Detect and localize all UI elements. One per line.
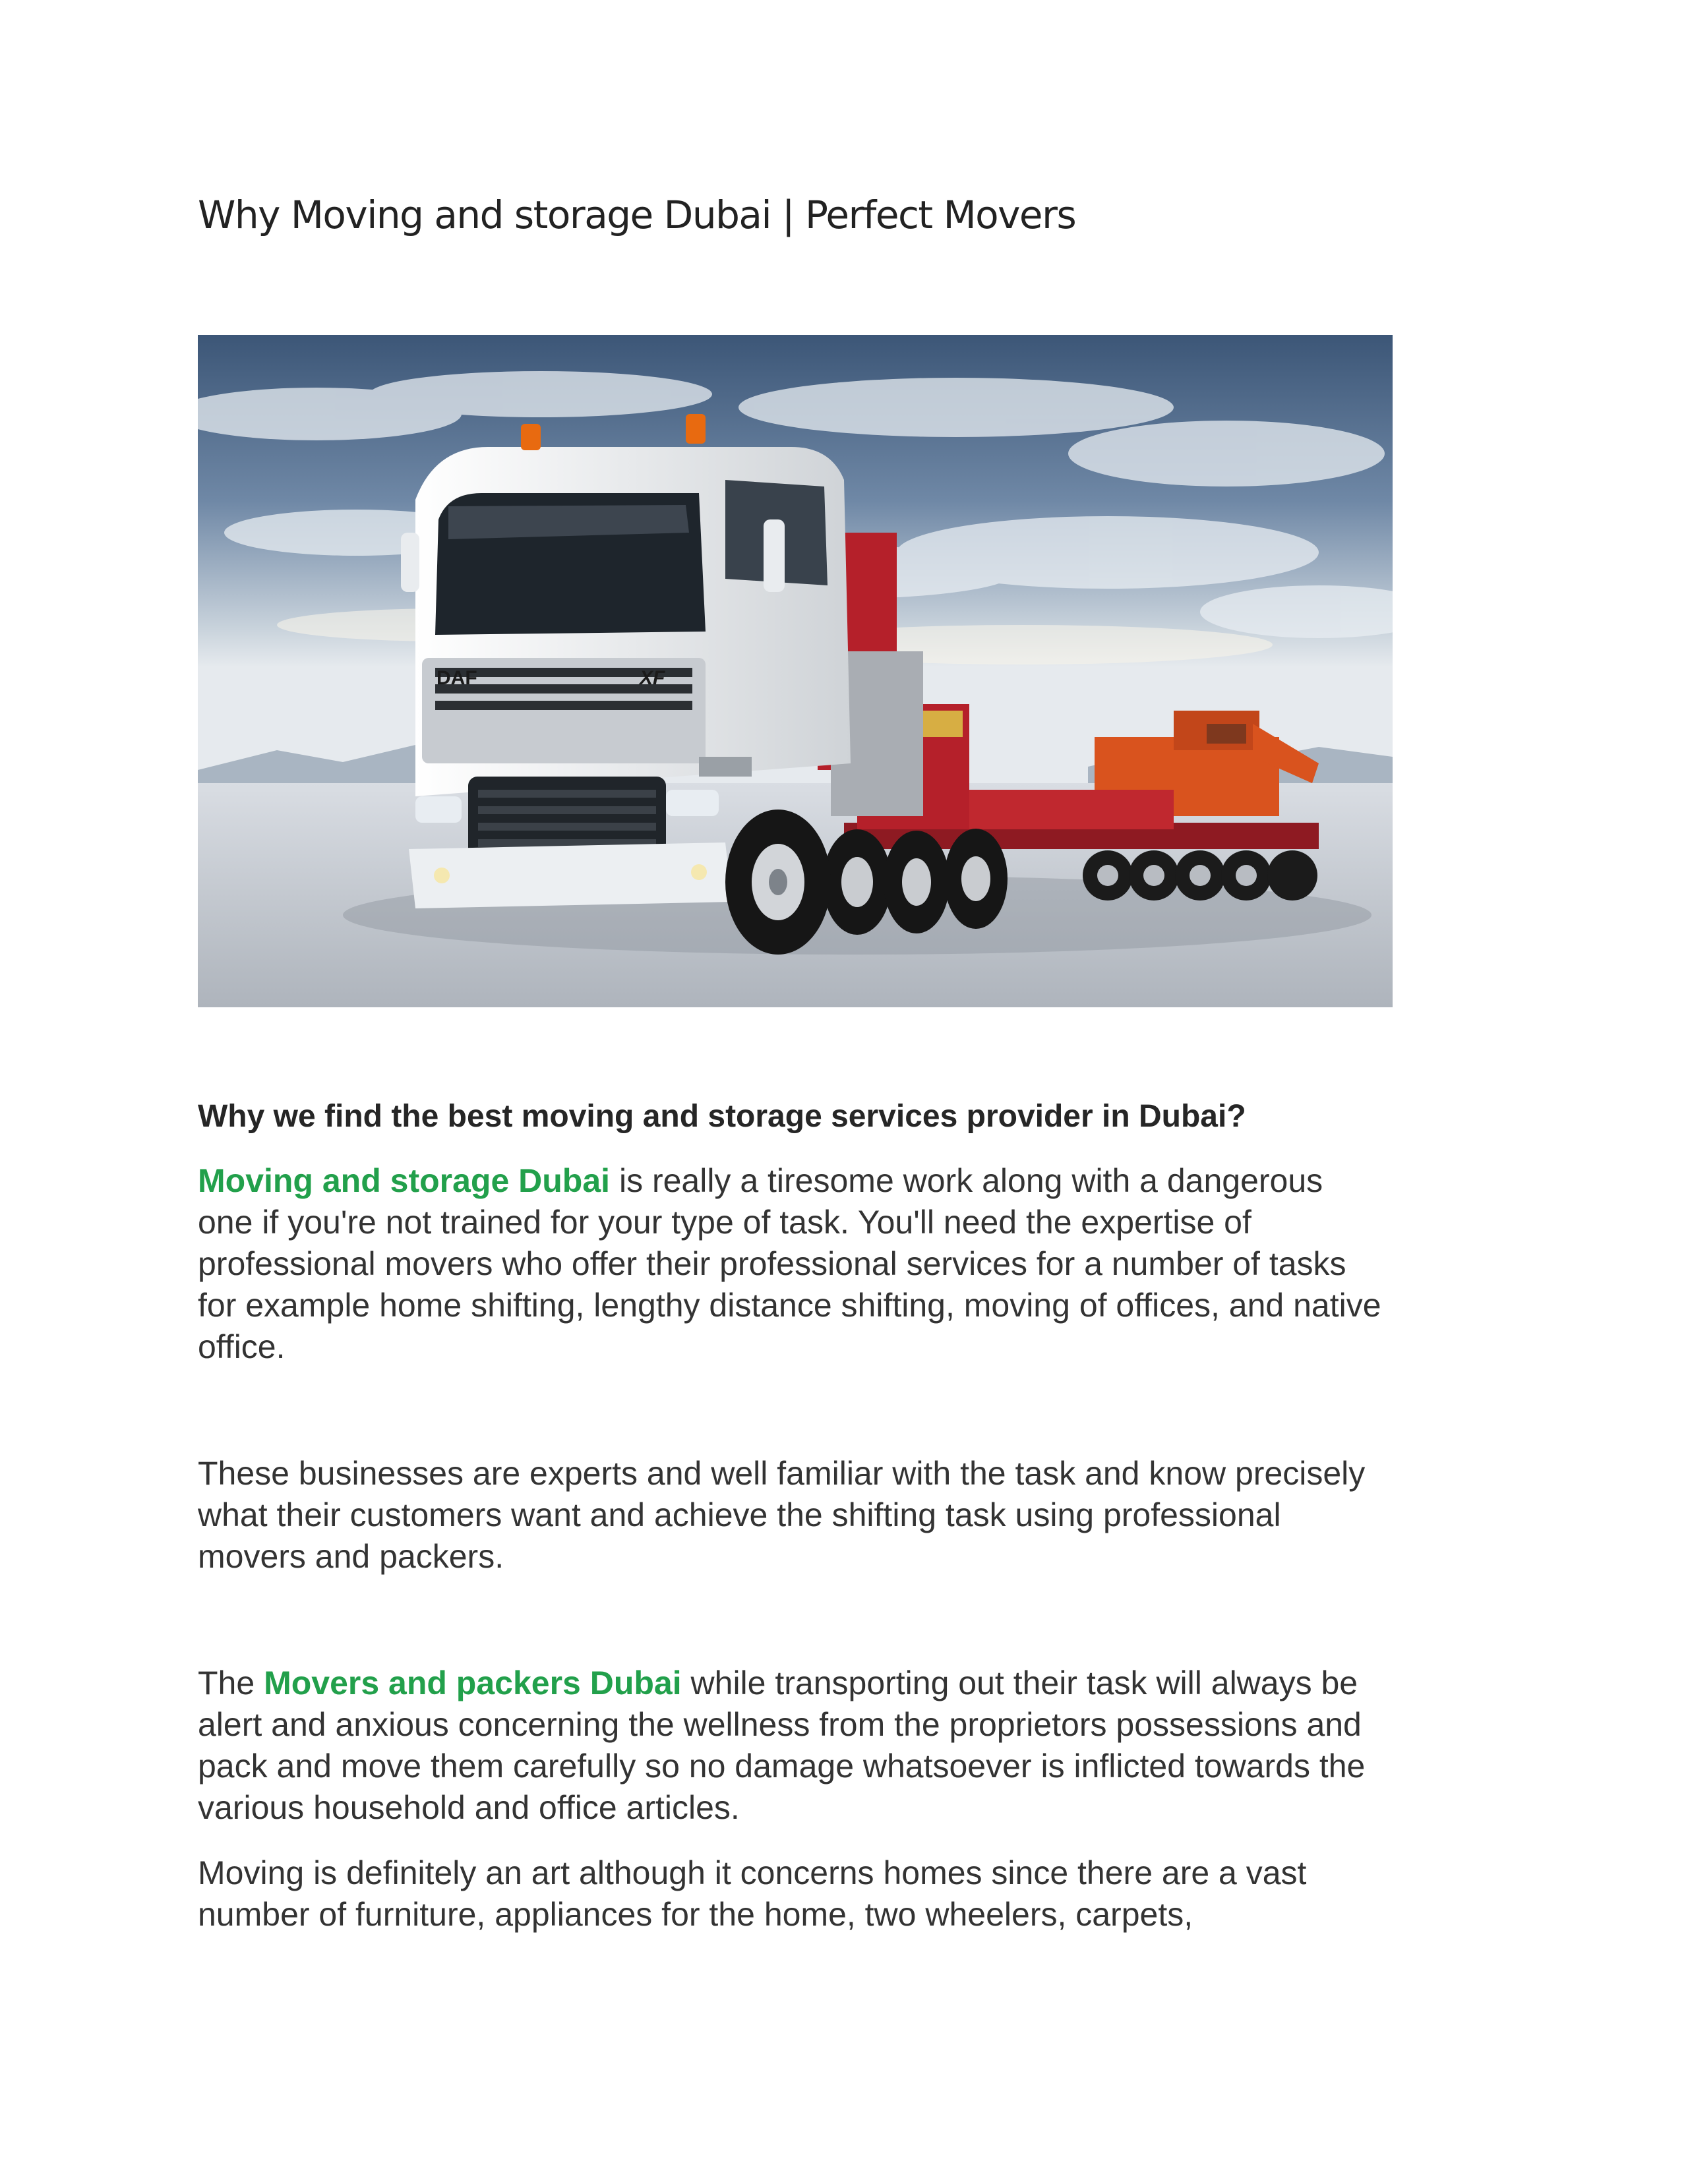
paragraph-line [198, 1160, 1503, 1202]
paragraph-line: Moving is definitely an art although it concerns homes since there are a vast [198, 1854, 1307, 1891]
paragraph-line: number of furniture, appliances for the home, two wheelers, carpets, [198, 1896, 1193, 1933]
paragraph-line: professional movers who offer their professional services for a number of tasks [198, 1245, 1346, 1282]
paragraph-line: office. [198, 1328, 286, 1365]
paragraph-line: what their customers want and achieve the shifting task using professional [198, 1496, 1281, 1533]
paragraph-experts [198, 1453, 1503, 1578]
paragraph-line: These businesses are experts and well familiar with the task and know precisely [198, 1455, 1366, 1492]
paragraph-line: pack and move them carefully so no damage whatsoever is inflicted towards the [198, 1748, 1366, 1785]
paragraph-line: for example home shifting, lengthy distance shifting, moving of offices, and native [198, 1287, 1381, 1324]
paragraph-text: is really a tiresome work along with a dangerous [610, 1162, 1323, 1199]
paragraph-text: The [198, 1665, 264, 1701]
paragraph-line: alert and anxious concerning the wellness from the proprietors possessions and [198, 1706, 1362, 1743]
movers-and-packers-dubai-link[interactable]: Movers and packers Dubai [264, 1665, 682, 1701]
paragraph-line [198, 1663, 1503, 1704]
paragraph-line: movers and packers. [198, 1538, 504, 1575]
truck-badge: DAF [437, 667, 477, 689]
paragraph-intro [198, 1160, 1503, 1368]
paragraph-text: while transporting out their task will always be [681, 1665, 1358, 1701]
section-heading: Why we find the best moving and storage services provider in Dubai? [198, 1099, 1246, 1134]
paragraph-line: various household and office articles. [198, 1789, 740, 1826]
paragraph-moving-art [198, 1852, 1503, 1935]
paragraph-movers-packers [198, 1663, 1503, 1829]
moving-and-storage-dubai-link[interactable]: Moving and storage Dubai [198, 1162, 611, 1199]
truck-model-badge: XF [640, 667, 665, 689]
paragraph-line: one if you're not trained for your type of task. You'll need the expertise of [198, 1204, 1251, 1241]
hero-image-truck [198, 335, 1393, 1007]
document-title: Why Moving and storage Dubai | Perfect Movers [198, 192, 1076, 237]
